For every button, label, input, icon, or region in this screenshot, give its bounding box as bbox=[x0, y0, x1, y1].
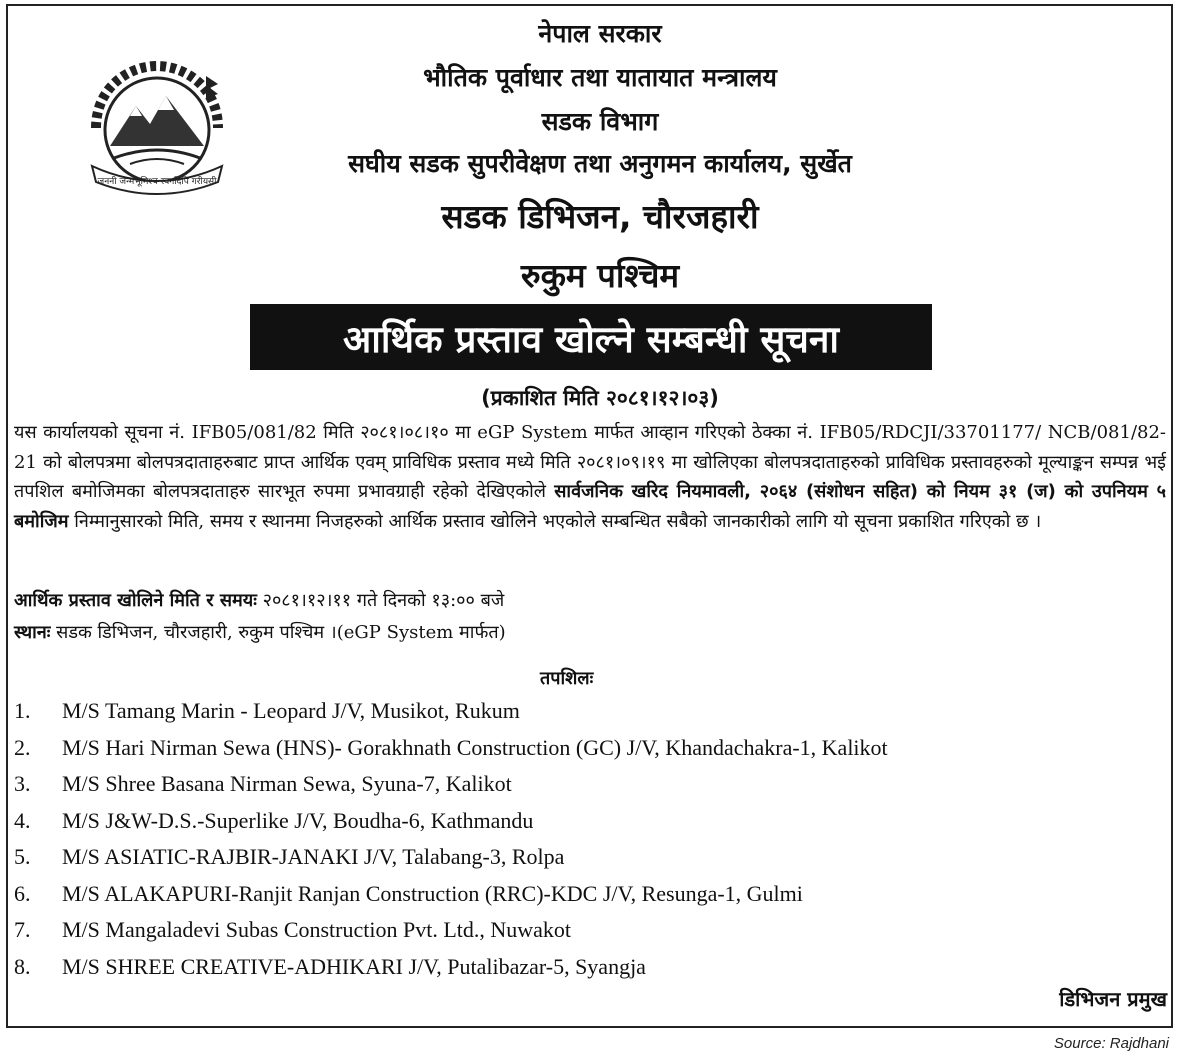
bidder-name: M/S Shree Basana Nirman Sewa, Syuna-7, Kalikot bbox=[62, 771, 512, 796]
opening-label: आर्थिक प्रस्ताव खोलिने मिति र समयः bbox=[14, 590, 257, 611]
notice-paragraph bbox=[14, 418, 1166, 536]
notice-title: आर्थिक प्रस्ताव खोल्ने सम्बन्धी सूचना bbox=[250, 304, 932, 370]
published-date: (प्रकाशित मिति २०८१।१२।०३) bbox=[481, 386, 719, 410]
bidder-name: M/S Hari Nirman Sewa (HNS)- Gorakhnath Construction (GC) J/V, Khandachakra-1, Kalikot bbox=[62, 734, 888, 760]
tapshil-heading: तपशिलः bbox=[540, 668, 594, 689]
header-line-5: सडक डिभिजन, चौरजहारी bbox=[441, 197, 759, 236]
opening-value: २०८१।१२।११ गते दिनको १३:०० बजे bbox=[256, 590, 505, 611]
bidder-name: M/S Mangaladevi Subas Construction Pvt. Ltd., Nuwakot bbox=[62, 917, 572, 942]
opening-datetime bbox=[14, 588, 504, 612]
bidder-name: M/S SHREE CREATIVE-ADHIKARI J/V, Putalibazar-5, Syangja bbox=[62, 953, 646, 979]
list-number: 5. bbox=[14, 844, 31, 869]
header-line-6: रुकुम पश्चिम bbox=[520, 256, 680, 295]
header-line-1: नेपाल सरकार bbox=[538, 19, 662, 48]
list-number: 6. bbox=[14, 880, 31, 906]
list-item bbox=[14, 877, 888, 914]
bidder-list bbox=[14, 694, 888, 986]
list-number: 7. bbox=[14, 917, 31, 942]
list-number: 3. bbox=[14, 771, 31, 796]
bidder-name: M/S ALAKAPURI-Ranjit Ranjan Construction (RRC)-KDC J/V, Resunga-1, Gulmi bbox=[62, 880, 803, 906]
header-line-4: सघीय सडक सुपरीवेक्षण तथा अनुगमन कार्यालय, सुर्खेत bbox=[348, 149, 852, 178]
list-number: 8. bbox=[14, 953, 31, 979]
list-number: 1. bbox=[14, 698, 31, 723]
list-item bbox=[14, 840, 888, 877]
emblem-motto: जननी जन्मभूमिश्च स्वर्गादपि गरीयसी bbox=[97, 177, 217, 187]
list-item bbox=[14, 913, 888, 950]
list-number: 2. bbox=[14, 734, 31, 760]
paragraph-part-2: निम्मानुसारको मिति, समय र स्थानमा निजहरुको आर्थिक प्रस्ताव खोलिने भएकोले सम्बन्धित सबैको जानकारीको लागि यो सूचना प्रकाशित गरिएको छ । bbox=[68, 510, 1042, 532]
source-credit: Source: Rajdhani bbox=[1053, 1035, 1169, 1052]
header-line-3: सडक विभाग bbox=[541, 107, 659, 136]
opening-location bbox=[14, 620, 506, 644]
location-value: सडक डिभिजन, चौरजहारी, रुकुम पश्चिम ।(eGP System मार्फत) bbox=[50, 622, 506, 643]
header-line-2: भौतिक पूर्वाधार तथा यातायात मन्त्रालय bbox=[423, 63, 777, 92]
bidder-name: M/S ASIATIC-RAJBIR-JANAKI J/V, Talabang-3, Rolpa bbox=[62, 844, 565, 869]
nepal-emblem-icon bbox=[78, 58, 236, 198]
signature: डिभिजन प्रमुख bbox=[1059, 987, 1167, 1011]
list-item bbox=[14, 804, 888, 841]
list-number: 4. bbox=[14, 807, 31, 833]
list-item bbox=[14, 694, 888, 731]
paragraph-bold: सार्वजनिक खरिद नियमावली, २०६४ (संशोधन सहित) को नियम ३१ (ज) को उपनियम ५ बमोजिम bbox=[14, 481, 1166, 532]
list-item bbox=[14, 731, 888, 768]
list-item bbox=[14, 767, 888, 804]
location-label: स्थानः bbox=[14, 622, 51, 643]
list-item bbox=[14, 950, 888, 987]
bidder-name: M/S Tamang Marin - Leopard J/V, Musikot, Rukum bbox=[62, 698, 520, 723]
bidder-name: M/S J&W-D.S.-Superlike J/V, Boudha-6, Kathmandu bbox=[62, 807, 534, 833]
paragraph-part-1: यस कार्यालयको सूचना नं. IFB05/081/82 मिति २०८१।०८।१० मा eGP System मार्फत आव्हान गरिएको ठेक्का नं. IFB05/RDCJI/33701177/ NCB/081/82-21 को बोलपत्रमा बोलपत्रदाताहरुबाट प्राप्त आर्थिक एवम् प्राविधिक प्रस्ताव मध्ये मिति २०८१।०९।१९ मा खोलिएका बोलपत्रदाताहरुको प्राविधिक प्रस्तावहरुको मूल्याङ्कन सम्पन्न भई तपशिल बमोजिमका बोलपत्रदाताहरु सारभूत रुपमा प्रभावग्राही रहेको देखिएकोले bbox=[14, 422, 1166, 502]
